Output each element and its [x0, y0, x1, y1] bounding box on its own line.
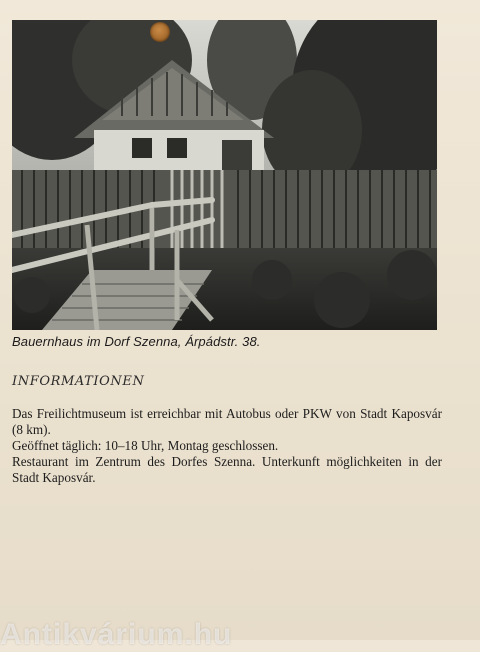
watermark: Antikvárium.hu: [0, 618, 233, 651]
info-text: [12, 406, 442, 486]
punch-hole: [150, 22, 170, 42]
info-line-transport: Das Freilichtmuseum ist erreichbar mit Autobus oder PKW von Stadt Kaposvár (8 km).: [12, 406, 442, 437]
farmhouse-photo: [12, 20, 437, 330]
info-heading: INFORMATIONEN: [12, 374, 145, 389]
photo-caption: Bauernhaus im Dorf Szenna, Árpádstr. 38.: [12, 334, 261, 349]
info-line-opening-hours: Geöffnet täglich: 10–18 Uhr, Montag geschlossen.: [12, 438, 279, 453]
info-line-restaurant: Restaurant im Zentrum des Dorfes Szenna. Unterkunft möglichkeiten in der Stadt Kaposvár.: [12, 454, 442, 485]
